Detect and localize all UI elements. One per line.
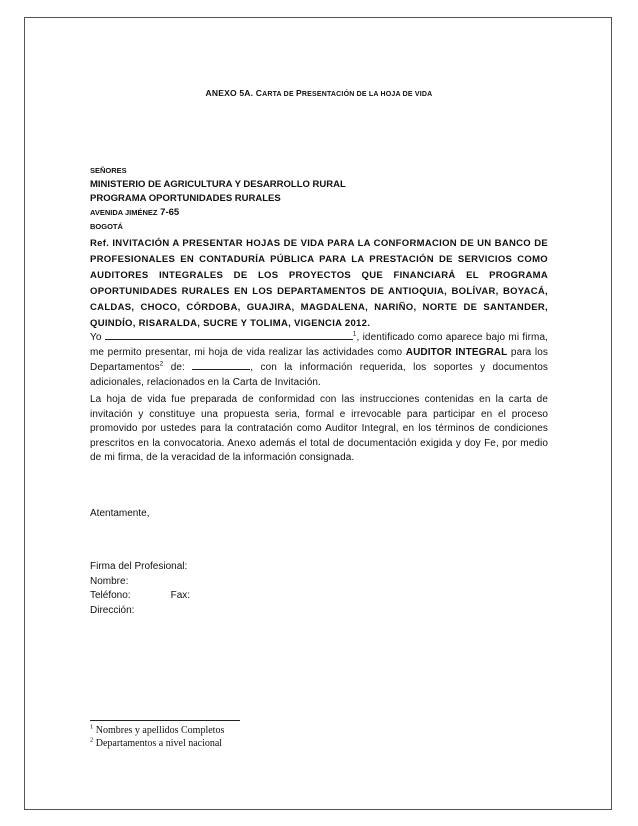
footnote-1: $^1$ Nombres y apellidos Completos bbox=[90, 723, 225, 736]
page-title: ANEXO 5A. CARTA DE PRESENTACIÓN DE LA HOJA DE VIDA bbox=[205, 88, 433, 98]
address-program: PROGRAMA OPORTUNIDADES RURALES bbox=[90, 193, 281, 204]
address-street: AVENIDA JIMÉNEZ 7-65 bbox=[90, 207, 180, 218]
name-blank bbox=[105, 330, 353, 340]
recipient-address bbox=[90, 164, 548, 234]
address-ministry: MINISTERIO DE AGRICULTURA Y DESARROLLO RURAL bbox=[90, 179, 346, 190]
closing: Atentamente, bbox=[90, 508, 150, 519]
body-paragraph-2: La hoja de vida fue preparada de conformidad con las instrucciones contenidas en la carta de invitación y constituye una propuesta seria, formal e irrevocable para participar en el proceso promovido por ustedes para la contratación como Auditor Integral, en los términos de condiciones prescritos en la convocatoria. Anexo además el total de documentación exigida y doy Fe, por medio de mi firma, de la veracidad de la información consignada. bbox=[90, 394, 548, 464]
address-label: Dirección: bbox=[90, 604, 135, 616]
body-paragraph-1: Yo $^1$, identificado como aparece bajo mi firma, me permito presentar, mi hoja de vida realizar las actividades como AUDITOR INTEGRAL para los Departamentos$^2$ de: , con la información requerida, los soportes y documentos adicionales, relacionados en la Carta de Invitación. bbox=[90, 330, 548, 388]
address-city: BOGOTÁ bbox=[90, 222, 123, 231]
footnotes bbox=[90, 724, 224, 750]
address-salutation: SEÑORES bbox=[90, 166, 127, 175]
departments-blank bbox=[192, 360, 250, 370]
signature-label: Firma del Profesional: bbox=[90, 561, 188, 572]
footnote-2: $^2$ Departamentos a nivel nacional bbox=[90, 736, 223, 749]
phone-fax-row: Teléfono: Fax: bbox=[90, 590, 191, 602]
signature-block bbox=[90, 560, 548, 618]
name-label: Nombre: bbox=[90, 575, 129, 587]
footnote-separator bbox=[90, 720, 240, 721]
reference-paragraph: Ref. INVITACIÓN A PRESENTAR HOJAS DE VIDA PARA LA CONFORMACION DE UN BANCO DE PROFESIONALES EN CONTADURÍA PÚBLICA PARA LA PRESTACIÓN DE SERVICIOS COMO AUDITORES INTEGRALES DE LOS PROYECTOS QUE FINANCIARÁ EL PROGRAMA OPORTUNIDADES RURALES EN LOS DEPARTAMENTOS DE ANTIOQUIA, BOLÍVAR, BOYACÁ, CALDAS, CHOCO, CÓRDOBA, GUAJIRA, MAGDALENA, NARIÑO, NORTE DE SANTANDER, QUINDÍO, RISARALDA, SUCRE Y TOLIMA, VIGENCIA 2012. bbox=[90, 238, 548, 329]
